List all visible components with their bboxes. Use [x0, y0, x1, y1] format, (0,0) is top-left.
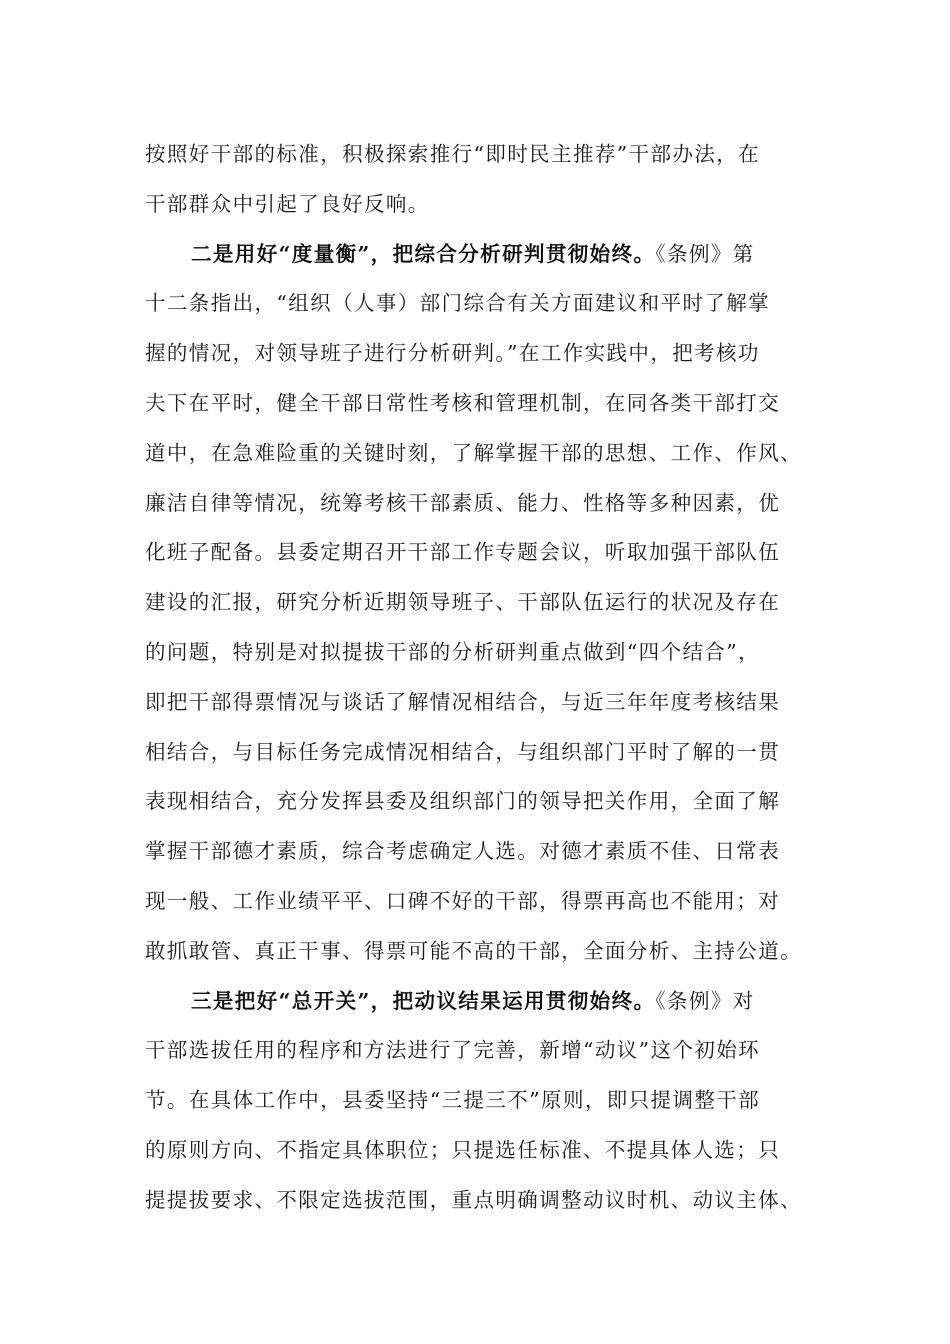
paragraph-2: [145, 230, 805, 977]
text-line: 化班子配备。县委定期召开干部工作专题会议，听取加强干部队伍: [145, 540, 781, 565]
heading-line-rest: 《条例》对: [655, 988, 755, 1013]
text-line: 节。在具体工作中，县委坚持“三提三不”原则，即只提调整干部: [145, 1088, 761, 1113]
heading-line-rest: 《条例》第: [655, 241, 755, 266]
text-line: 夫下在平时，健全干部日常性考核和管理机制，在同各类干部打交: [145, 390, 781, 415]
document-body: [145, 130, 805, 1226]
text-line: 提提拔要求、不限定选拔范围，重点明确调整动议时机、动议主体、: [145, 1187, 802, 1212]
text-line: 廉洁自律等情况，统筹考核干部素质、能力、性格等多种因素，优: [145, 490, 781, 515]
text-line: 掌握干部德才素质，综合考虑确定人选。对德才素质不佳、日常表: [145, 839, 781, 864]
text-line: 建设的汇报，研究分析近期领导班子、干部队伍运行的状况及存在: [145, 590, 781, 615]
text-line: 表现相结合，充分发挥县委及组织部门的领导把关作用，全面了解: [145, 789, 781, 814]
text-line: 握的情况，对领导班子进行分析研判。”在工作实践中，把考核功: [145, 341, 760, 366]
text-line: 敢抓敢管、真正干事、得票可能不高的干部，全面分析、主持公道。: [145, 938, 802, 963]
paragraph-3: [145, 977, 805, 1226]
paragraph-first-line: [145, 977, 805, 1027]
text-line: 干部群众中引起了良好反响。: [145, 191, 430, 216]
text-line: 道中，在急难险重的关键时刻，了解掌握干部的思想、工作、作风、: [145, 440, 802, 465]
text-line: 按照好干部的标准，积极探索推行“即时民主推荐”干部办法，在: [145, 142, 761, 166]
text-line: 相结合，与目标任务完成情况相结合，与组织部门平时了解的一贯: [145, 739, 781, 764]
text-line: 即把干部得票情况与谈话了解情况相结合，与近三年年度考核结果: [145, 689, 781, 714]
text-line: 现一般、工作业绩平平、口碑不好的干部，得票再高也不能用；对: [145, 888, 781, 913]
text-line: 的原则方向、不指定具体职位；只提选任标准、不提具体人选；只: [145, 1137, 781, 1162]
text-line: 十二条指出，“组织（人事）部门综合有关方面建议和平时了解掌: [145, 291, 771, 316]
paragraph-first-line: [145, 230, 805, 280]
paragraph-1: [145, 130, 805, 230]
text-line: 干部选拔任用的程序和方法进行了完善，新增“动议”这个初始环: [145, 1038, 761, 1063]
paragraph-heading: 二是用好“度量衡”，把综合分析研判贯彻始终。: [191, 241, 656, 266]
paragraph-heading: 三是把好“总开关”，把动议结果运用贯彻始终。: [191, 988, 656, 1013]
text-line: 的问题，特别是对拟提拔干部的分析研判重点做到“四个结合”，: [145, 639, 761, 664]
